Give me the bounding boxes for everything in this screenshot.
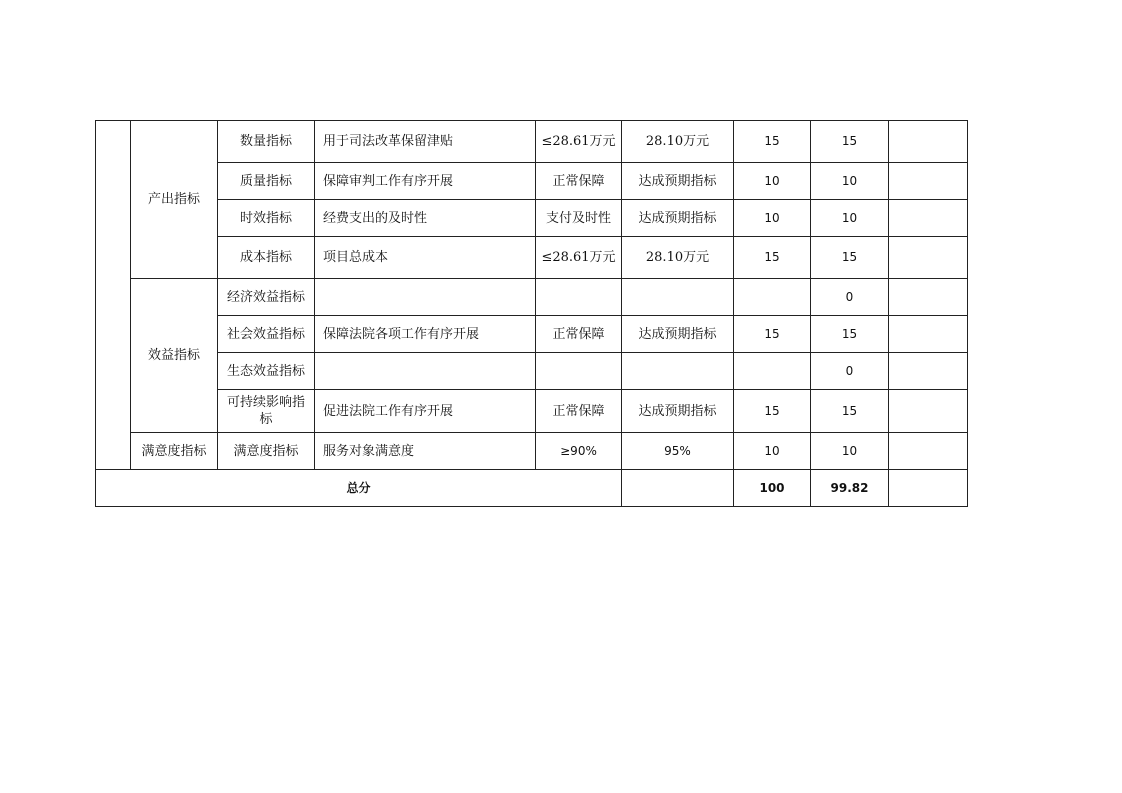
note-cell	[889, 163, 968, 200]
table-row	[96, 121, 968, 163]
indicator-cell: 可持续影响指标	[218, 390, 315, 433]
score-cell: 0	[811, 353, 889, 390]
content-cell: 经费支出的及时性	[315, 200, 536, 237]
indicator-cell: 经济效益指标	[218, 279, 315, 316]
total-actual-cell	[622, 470, 734, 507]
actual-cell: 达成预期指标	[622, 390, 734, 433]
score-cell: 10	[811, 433, 889, 470]
weight-cell: 10	[734, 433, 811, 470]
total-row	[96, 470, 968, 507]
target-cell	[536, 353, 622, 390]
content-cell: 用于司法改革保留津贴	[315, 121, 536, 163]
total-label: 总分	[96, 470, 622, 507]
score-cell: 0	[811, 279, 889, 316]
weight-cell: 15	[734, 390, 811, 433]
actual-cell: 28.10万元	[622, 237, 734, 279]
note-cell	[889, 390, 968, 433]
indicator-cell: 时效指标	[218, 200, 315, 237]
indicator-cell: 质量指标	[218, 163, 315, 200]
indicator-cell: 社会效益指标	[218, 316, 315, 353]
score-cell: 15	[811, 237, 889, 279]
content-cell: 服务对象满意度	[315, 433, 536, 470]
weight-cell: 10	[734, 200, 811, 237]
target-cell: 支付及时性	[536, 200, 622, 237]
content-cell: 保障法院各项工作有序开展	[315, 316, 536, 353]
target-cell: 正常保障	[536, 390, 622, 433]
content-cell	[315, 353, 536, 390]
note-cell	[889, 316, 968, 353]
blank-category-cell	[96, 121, 131, 470]
weight-cell	[734, 353, 811, 390]
table-row	[96, 390, 968, 433]
group-satisfaction-cell: 满意度指标	[131, 433, 218, 470]
score-cell: 10	[811, 200, 889, 237]
group-output-cell: 产出指标	[131, 121, 218, 279]
actual-cell	[622, 279, 734, 316]
actual-cell	[622, 353, 734, 390]
actual-cell: 达成预期指标	[622, 200, 734, 237]
note-cell	[889, 237, 968, 279]
total-note-cell	[889, 470, 968, 507]
content-cell: 项目总成本	[315, 237, 536, 279]
content-cell: 保障审判工作有序开展	[315, 163, 536, 200]
actual-cell: 达成预期指标	[622, 163, 734, 200]
table-row	[96, 433, 968, 470]
target-cell: ≤28.61万元	[536, 237, 622, 279]
weight-cell: 15	[734, 237, 811, 279]
total-score-cell: 99.82	[811, 470, 889, 507]
score-cell: 15	[811, 316, 889, 353]
table-row	[96, 316, 968, 353]
note-cell	[889, 433, 968, 470]
indicator-cell: 成本指标	[218, 237, 315, 279]
target-cell: ≤28.61万元	[536, 121, 622, 163]
actual-cell: 28.10万元	[622, 121, 734, 163]
group-benefit-cell: 效益指标	[131, 279, 218, 433]
weight-cell	[734, 279, 811, 316]
score-cell: 15	[811, 390, 889, 433]
weight-cell: 15	[734, 121, 811, 163]
total-weight-cell: 100	[734, 470, 811, 507]
target-cell: 正常保障	[536, 316, 622, 353]
note-cell	[889, 200, 968, 237]
table-row	[96, 163, 968, 200]
actual-cell: 达成预期指标	[622, 316, 734, 353]
weight-cell: 10	[734, 163, 811, 200]
content-cell: 促进法院工作有序开展	[315, 390, 536, 433]
target-cell: 正常保障	[536, 163, 622, 200]
table-row	[96, 200, 968, 237]
note-cell	[889, 353, 968, 390]
content-cell	[315, 279, 536, 316]
score-cell: 10	[811, 163, 889, 200]
table-row	[96, 237, 968, 279]
performance-evaluation-table	[95, 120, 968, 507]
score-cell: 15	[811, 121, 889, 163]
indicator-cell: 满意度指标	[218, 433, 315, 470]
note-cell	[889, 279, 968, 316]
note-cell	[889, 121, 968, 163]
target-cell: ≥90%	[536, 433, 622, 470]
target-cell	[536, 279, 622, 316]
table-row	[96, 279, 968, 316]
weight-cell: 15	[734, 316, 811, 353]
table-row	[96, 353, 968, 390]
indicator-cell: 数量指标	[218, 121, 315, 163]
actual-cell: 95%	[622, 433, 734, 470]
indicator-cell: 生态效益指标	[218, 353, 315, 390]
